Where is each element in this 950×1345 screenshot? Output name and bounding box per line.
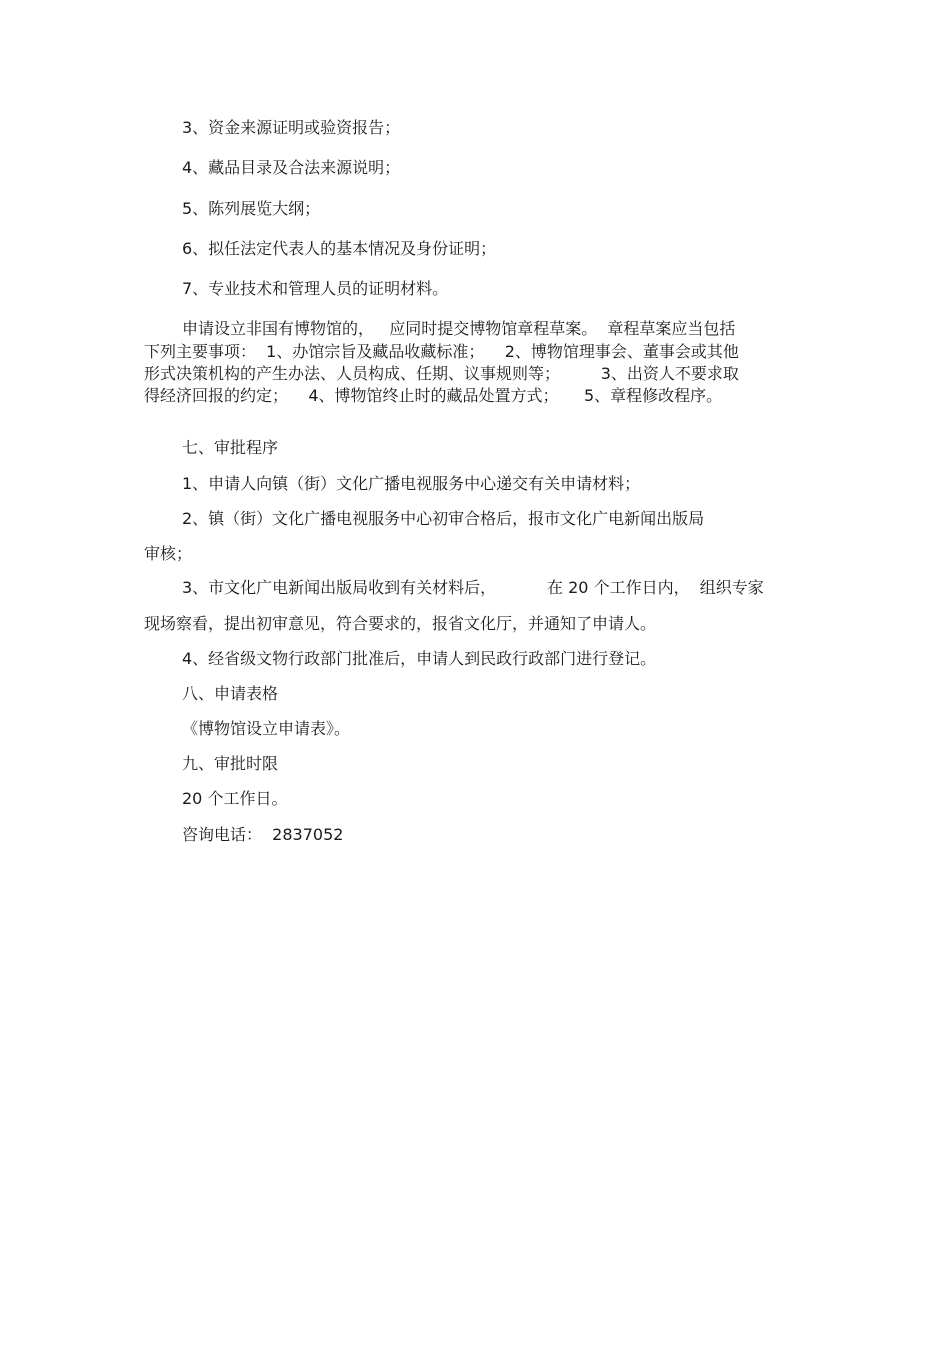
material-item-5: 5、陈列展览大纲； xyxy=(182,199,321,218)
procedure-step-2-line-2: 审核； xyxy=(144,544,193,563)
section-heading-time-limit: 九、审批时限 xyxy=(182,754,279,773)
section-heading-procedure: 七、审批程序 xyxy=(182,438,279,457)
material-item-3: 3、资金来源证明或验资报告； xyxy=(182,118,401,137)
time-limit-value: 20 个工作日。 xyxy=(182,789,288,808)
charter-paragraph-line-2: 下列主要事项： 1、办馆宗旨及藏品收藏标准； 2、博物馆理事会、董事会或其他 xyxy=(144,342,739,361)
material-item-6: 6、拟任法定代表人的基本情况及身份证明； xyxy=(182,239,497,258)
procedure-step-3-line-1: 3、市文化广电新闻出版局收到有关材料后， 在 20 个工作日内， 组织专家 xyxy=(182,578,764,597)
material-item-7: 7、专业技术和管理人员的证明材料。 xyxy=(182,279,449,298)
charter-paragraph-line-4: 得经济回报的约定； 4、博物馆终止时的藏品处置方式； 5、章程修改程序。 xyxy=(144,386,723,405)
procedure-step-2-line-1: 2、镇（街）文化广播电视服务中心初审合格后，报市文化广电新闻出版局 xyxy=(182,509,705,528)
charter-paragraph-line-3: 形式决策机构的产生办法、人员构成、任期、议事规则等； 3、出资人不要求取 xyxy=(144,364,739,383)
material-item-4: 4、藏品目录及合法来源说明； xyxy=(182,158,401,177)
procedure-step-4: 4、经省级文物行政部门批准后，申请人到民政行政部门进行登记。 xyxy=(182,649,657,668)
procedure-step-1: 1、申请人向镇（街）文化广播电视服务中心递交有关申请材料； xyxy=(182,474,641,493)
procedure-step-3-line-2: 现场察看，提出初审意见，符合要求的，报省文化厅，并通知了申请人。 xyxy=(144,614,657,633)
section-heading-form: 八、申请表格 xyxy=(182,684,279,703)
application-form-name: 《博物馆设立申请表》。 xyxy=(182,719,351,738)
charter-paragraph-line-1: 申请设立非国有博物馆的， 应同时提交博物馆章程草案。 章程草案应当包括 xyxy=(182,319,736,338)
contact-phone: 咨询电话： 2837052 xyxy=(182,825,344,844)
